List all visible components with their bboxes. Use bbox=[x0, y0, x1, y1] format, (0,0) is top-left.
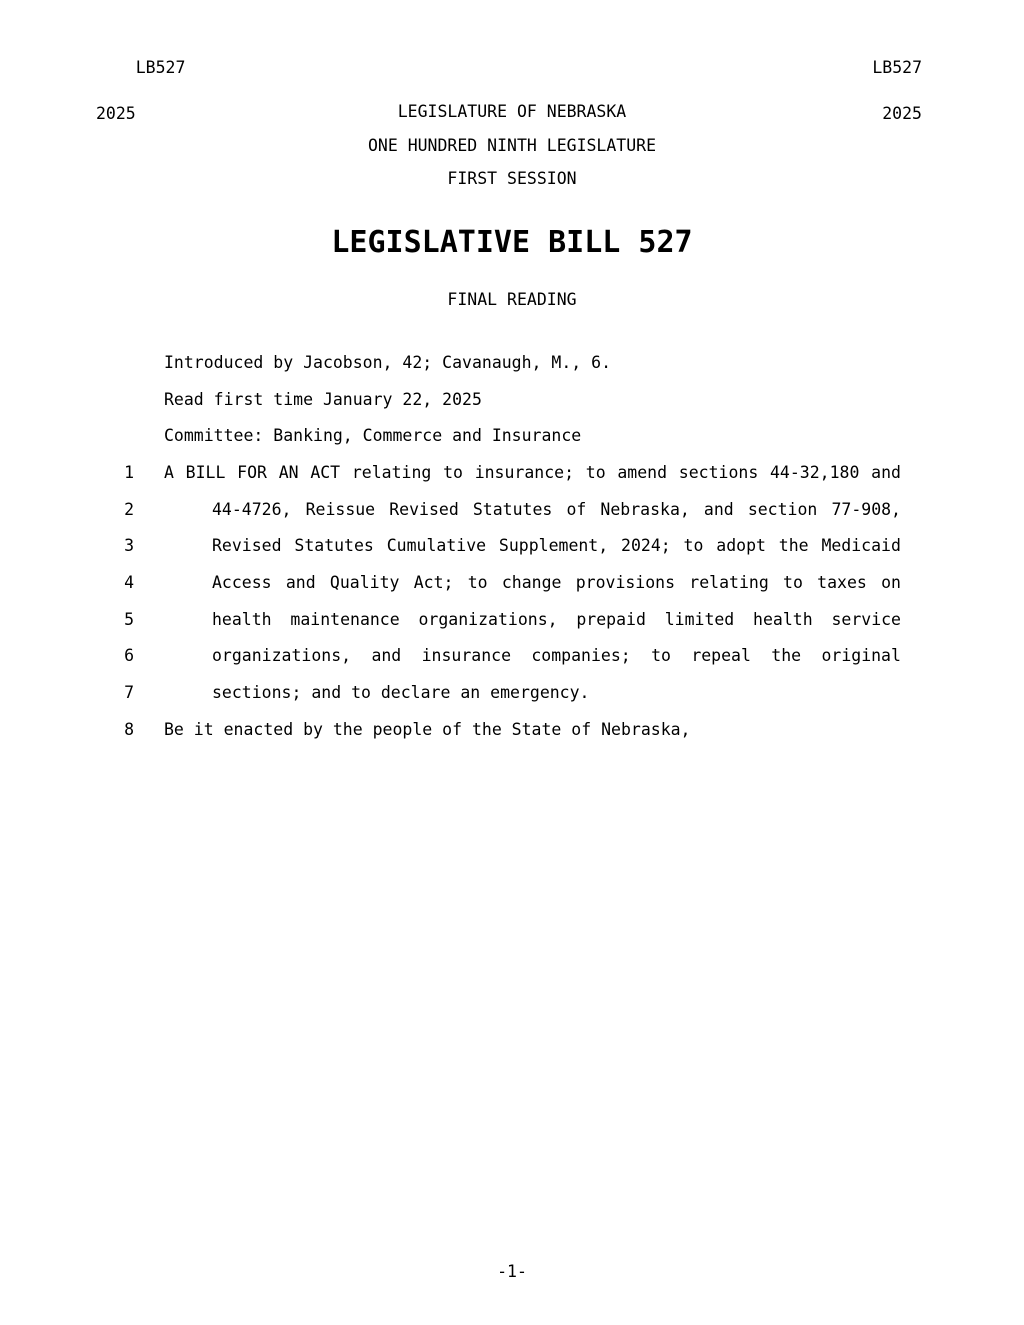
bill-line bbox=[0, 492, 1024, 529]
line-number: 2 bbox=[124, 499, 134, 519]
line-number: 4 bbox=[124, 573, 134, 593]
line-word: service bbox=[831, 609, 901, 629]
introduced-by-line: Introduced by Jacobson, 42; Cavanaugh, M., 6. bbox=[164, 353, 612, 372]
line-word: insurance bbox=[421, 646, 512, 666]
line-word: the bbox=[778, 536, 809, 556]
line-text bbox=[212, 528, 901, 565]
committee-line: Committee: Banking, Commerce and Insurance bbox=[164, 426, 582, 446]
line-word: organizations, bbox=[418, 609, 558, 629]
running-head-right-bill: LB527 bbox=[872, 58, 922, 77]
line-word: 44-32,180 bbox=[770, 463, 860, 482]
line-word: provisions bbox=[575, 573, 676, 593]
line-word: and bbox=[871, 463, 901, 482]
line-word: to bbox=[443, 463, 463, 482]
heading-block bbox=[0, 95, 1024, 312]
line-word: Revised bbox=[212, 536, 282, 556]
line-word: amend bbox=[617, 463, 668, 482]
line-word: companies; bbox=[531, 646, 631, 666]
line-text bbox=[212, 602, 901, 639]
line-word: original bbox=[821, 646, 901, 666]
line-word: on bbox=[881, 573, 901, 593]
bill-line bbox=[0, 528, 1024, 565]
running-head-left-year: 2025 bbox=[96, 104, 136, 123]
page-title: LEGISLATIVE BILL 527 bbox=[331, 224, 693, 260]
line-word: to bbox=[683, 536, 704, 556]
line-word: relating bbox=[689, 573, 769, 593]
line-word: Medicaid bbox=[821, 536, 901, 556]
line-word: Statutes bbox=[472, 499, 553, 519]
line-word: to bbox=[783, 573, 803, 593]
legislature-session-number: ONE HUNDRED NINTH LEGISLATURE bbox=[367, 135, 657, 155]
line-word: Act; bbox=[413, 573, 454, 593]
read-first-time-line: Read first time January 22, 2025 bbox=[164, 389, 482, 409]
running-head-right-year: 2025 bbox=[882, 104, 922, 123]
page-number-footer: -1- bbox=[497, 1262, 527, 1281]
line-word: section bbox=[747, 499, 818, 519]
bill-line bbox=[0, 455, 1024, 492]
line-word: Supplement, bbox=[498, 536, 609, 556]
line-number: 8 bbox=[124, 719, 134, 739]
line-word: Quality bbox=[329, 573, 400, 593]
bill-body bbox=[0, 455, 1024, 749]
line-number: 1 bbox=[124, 463, 134, 482]
line-text bbox=[164, 455, 901, 492]
line-word: and bbox=[703, 499, 734, 519]
bill-line bbox=[0, 565, 1024, 602]
line-word: Revised bbox=[389, 499, 459, 519]
line-word: adopt bbox=[716, 536, 766, 556]
bill-line bbox=[0, 602, 1024, 639]
line-word: and bbox=[371, 646, 402, 666]
line-word: sections bbox=[678, 463, 759, 482]
line-word: Access bbox=[212, 573, 272, 593]
line-word: the bbox=[771, 646, 802, 666]
line-word: Reissue bbox=[305, 499, 376, 519]
line-number: 5 bbox=[124, 609, 134, 629]
line-word: A bbox=[164, 463, 174, 482]
intro-block bbox=[164, 345, 904, 455]
bill-line bbox=[0, 712, 1024, 749]
line-word: ACT bbox=[310, 463, 341, 482]
line-word: maintenance bbox=[290, 609, 400, 629]
line-word: Cumulative bbox=[386, 536, 487, 556]
line-word: Nebraska, bbox=[600, 499, 690, 519]
line-word: AN bbox=[278, 463, 299, 482]
line-text: Be it enacted by the people of the State of Nebraska, bbox=[164, 719, 691, 739]
line-word: Statutes bbox=[294, 536, 374, 556]
line-word: 2024; bbox=[621, 536, 671, 556]
line-word: insurance; bbox=[474, 463, 575, 482]
line-number: 6 bbox=[124, 646, 134, 666]
line-number: 7 bbox=[124, 683, 134, 703]
line-text bbox=[212, 638, 901, 675]
line-word: health bbox=[753, 609, 813, 629]
line-word: to bbox=[585, 463, 606, 482]
line-word: relating bbox=[351, 463, 432, 482]
legislature-name: LEGISLATURE OF NEBRASKA bbox=[397, 102, 627, 121]
line-word: change bbox=[501, 573, 562, 593]
line-word: repeal bbox=[691, 646, 751, 666]
running-head-left-bill: LB527 bbox=[135, 58, 186, 77]
line-text bbox=[212, 565, 901, 602]
line-word: of bbox=[566, 499, 587, 519]
line-text bbox=[212, 492, 901, 529]
line-word: 77-908, bbox=[831, 499, 901, 519]
bill-line bbox=[0, 675, 1024, 712]
line-word: FOR bbox=[237, 463, 267, 482]
session-name: FIRST SESSION bbox=[447, 169, 577, 188]
line-word: to bbox=[651, 646, 671, 666]
bill-line bbox=[0, 638, 1024, 675]
line-word: BILL bbox=[185, 463, 226, 482]
line-word: and bbox=[285, 573, 316, 593]
line-word: taxes bbox=[817, 573, 867, 593]
line-word: 44-4726, bbox=[212, 499, 292, 519]
line-number: 3 bbox=[124, 536, 134, 556]
line-word: prepaid bbox=[576, 609, 646, 629]
line-word: limited bbox=[664, 609, 735, 629]
line-text: sections; and to declare an emergency. bbox=[212, 683, 590, 703]
line-word: to bbox=[467, 573, 488, 593]
line-word: organizations, bbox=[212, 646, 352, 666]
line-word: health bbox=[212, 609, 272, 629]
reading-stage: FINAL READING bbox=[447, 289, 577, 309]
